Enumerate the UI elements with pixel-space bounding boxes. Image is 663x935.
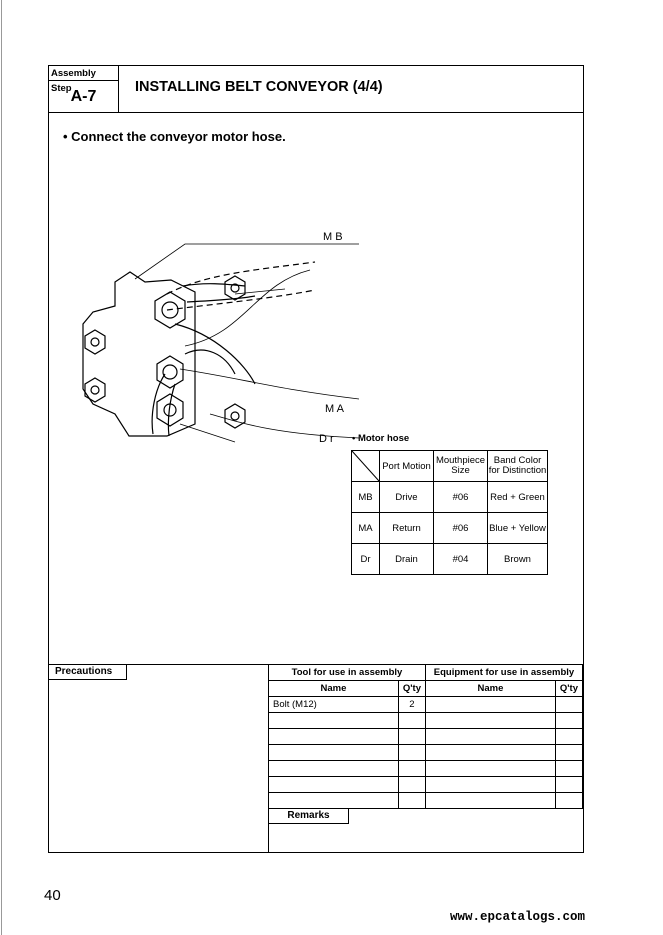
equipment-name (426, 729, 556, 745)
equipment-qty (555, 793, 582, 809)
equipment-qty (555, 713, 582, 729)
precautions-label: Precautions (49, 664, 127, 680)
equipment-name (426, 745, 556, 761)
equipment-name (426, 793, 556, 809)
diagonal-line (352, 451, 379, 481)
assembly-sheet-frame (48, 65, 584, 853)
equipment-header: Equipment for use in assembly (426, 665, 583, 681)
tools-group-header (269, 665, 583, 681)
port-motion: Return (380, 513, 434, 544)
mouthpiece-size: #04 (434, 544, 488, 575)
equipment-qty (555, 729, 582, 745)
table-row (269, 729, 583, 745)
tool-qty: 2 (398, 697, 425, 713)
mouthpiece-size: #06 (434, 482, 488, 513)
page-edge-line (1, 0, 2, 935)
tool-qty (398, 729, 425, 745)
motor-hose-header-row (352, 451, 548, 482)
mouthpiece-size: #06 (434, 513, 488, 544)
header-mouthpiece-size: Mouthpiece Size (434, 451, 488, 482)
tools-column-header (269, 681, 583, 697)
motor-hose-diagram (75, 214, 344, 445)
equipment-qty (555, 777, 582, 793)
header-divider (49, 112, 583, 113)
table-row (269, 697, 583, 713)
tool-name-header: Name (269, 681, 399, 697)
port-motion: Drive (380, 482, 434, 513)
tools-equipment-table (268, 664, 583, 809)
label-dr: D r (319, 433, 334, 445)
tool-qty-header: Q'ty (398, 681, 425, 697)
equipment-name (426, 761, 556, 777)
band-color: Blue + Yellow (488, 513, 548, 544)
step-code: A-7 (70, 88, 97, 105)
header-port-motion: Port Motion (380, 451, 434, 482)
step-box (49, 66, 119, 112)
tool-header: Tool for use in assembly (269, 665, 426, 681)
tool-qty (398, 745, 425, 761)
tool-name (269, 713, 399, 729)
port-code: MB (352, 482, 380, 513)
motor-hose-row (352, 482, 548, 513)
port-code: Dr (352, 544, 380, 575)
motor-hose-row (352, 513, 548, 544)
port-code: MA (352, 513, 380, 544)
tool-name (269, 745, 399, 761)
motor-hose-title: • Motor hose (352, 433, 410, 444)
equipment-qty-header: Q'ty (555, 681, 582, 697)
motor-hose-table (351, 450, 548, 575)
motor-hose-row (352, 544, 548, 575)
table-row (269, 777, 583, 793)
label-mb: M B (323, 231, 343, 243)
equipment-qty (555, 745, 582, 761)
step-label: Assembly Step (49, 66, 118, 81)
tool-name (269, 777, 399, 793)
tool-qty (398, 777, 425, 793)
band-color: Red + Green (488, 482, 548, 513)
page-number: 40 (44, 887, 61, 904)
remarks-label: Remarks (269, 808, 349, 824)
tool-qty (398, 713, 425, 729)
table-row (269, 745, 583, 761)
equipment-qty (555, 761, 582, 777)
equipment-qty (555, 697, 582, 713)
tool-name (269, 793, 399, 809)
tool-qty (398, 793, 425, 809)
label-ma: M A (325, 403, 344, 415)
header-band-color: Band Color for Distinction (488, 451, 548, 482)
tool-name (269, 761, 399, 777)
port-motion: Drain (380, 544, 434, 575)
instruction-text: • Connect the conveyor motor hose. (63, 129, 286, 144)
equipment-name-header: Name (426, 681, 556, 697)
tool-name: Bolt (M12) (269, 697, 399, 713)
diagonal-corner-cell (352, 451, 380, 482)
equipment-name (426, 713, 556, 729)
band-color: Brown (488, 544, 548, 575)
website-link[interactable]: www.epcatalogs.com (450, 910, 586, 924)
table-row (269, 713, 583, 729)
page-title: INSTALLING BELT CONVEYOR (4/4) (135, 79, 383, 95)
equipment-name (426, 777, 556, 793)
table-row (269, 761, 583, 777)
tool-name (269, 729, 399, 745)
equipment-name (426, 697, 556, 713)
table-row (269, 793, 583, 809)
tool-qty (398, 761, 425, 777)
